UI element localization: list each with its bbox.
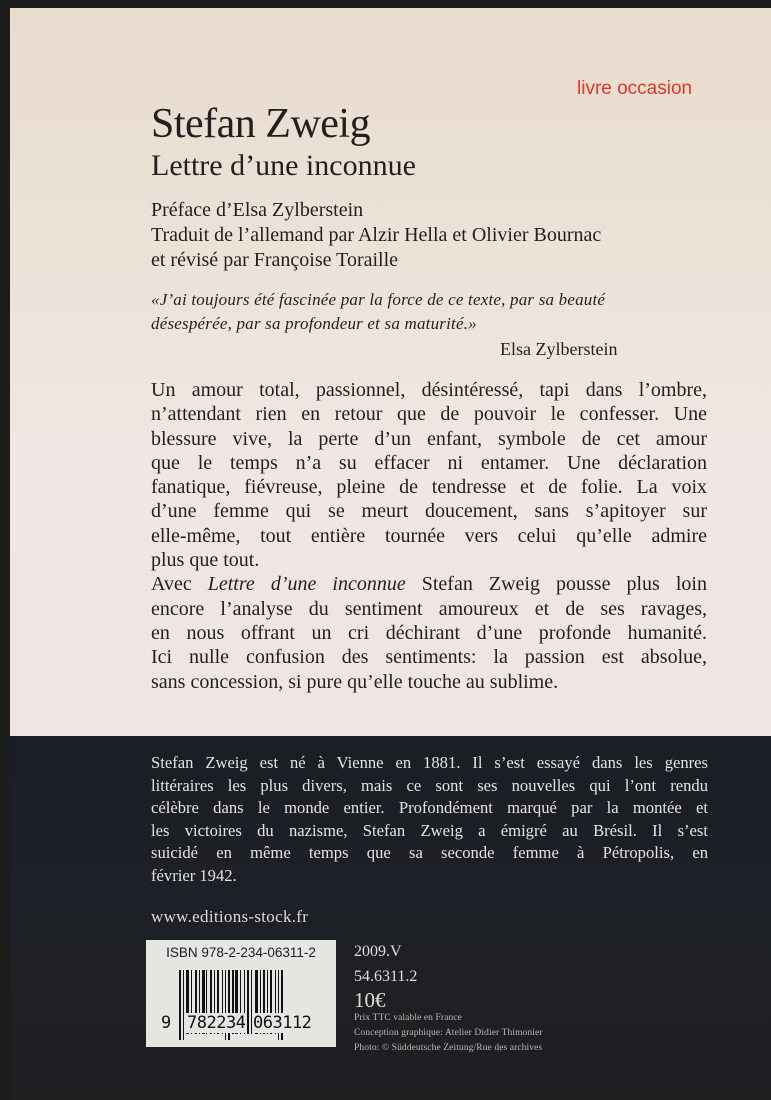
preface-credit: Préface d’Elsa Zylberstein — [151, 199, 364, 221]
blurb-text: Stefan Zweig pousse plus loin — [405, 573, 707, 596]
blurb-title-italic: Lettre d’une inconnue — [207, 573, 406, 596]
blurb-line: encore l’analyse du sentiment amoureux et de ses ravages, — [151, 597, 707, 620]
photo-credit: Photo: © Süddeutsche Zeitung/Rue des archives — [354, 1043, 543, 1053]
bio-line: les victoires du nazisme, Stefan Zweig a émigré au Brésil. Il s’est — [151, 820, 708, 840]
price: 10€ — [354, 988, 386, 1012]
bio-line: février 1942. — [151, 865, 237, 885]
publisher-website: www.editions-stock.fr — [151, 907, 309, 926]
blurb — [151, 378, 707, 694]
blurb-line: n’attendant rien en retour que de pouvoir le confesser. Une — [151, 403, 707, 426]
credits — [151, 198, 601, 273]
quote-line: désespérée, par sa profondeur et sa maturité.» — [151, 314, 477, 333]
quote-attribution: Elsa Zylberstein — [500, 339, 618, 359]
quote — [151, 288, 723, 336]
blurb-line: d’une femme qui se meurt doucement, sans s’apitoyer sur — [151, 500, 707, 523]
translator-credit: Traduit de l’allemand par Alzir Hella et Olivier Bournac — [151, 224, 602, 246]
ean-left-group: 782234 — [187, 1013, 246, 1033]
quote-line: «J’ai toujours été fascinée par la force de ce texte, par sa beauté — [151, 290, 606, 309]
blurb-line: que le temps n’a su effacer ni entamer. Une déclaration — [151, 451, 707, 474]
blurb-line: fanatique, fiévreuse, pleine de tendresse et de folie. La voix — [151, 476, 707, 499]
bio-line: littéraires les plus divers, mais ce sont ses nouvelles qui l’ont rendu — [151, 775, 708, 795]
blurb-line: Ici nulle confusion des sentiments: la passion est absolue, — [151, 646, 707, 669]
bio-line: Stefan Zweig est né à Vienne en 1881. Il s’est essayé dans les genres — [151, 753, 708, 772]
blurb-line: en nous offrant un cri déchirant d’une profonde humanité. — [151, 621, 707, 644]
design-credit: Conception graphique: Atelier Didier Thimonier — [354, 1028, 543, 1038]
blurb-line: sans concession, si pure qu’elle touche au sublime. — [151, 670, 559, 693]
price-note: Prix TTC valable en France — [354, 1013, 462, 1023]
bio-line: suicidé en même temps que sa seconde femme à Pétropolis, en — [151, 843, 708, 862]
author-name: Stefan Zweig — [151, 101, 371, 147]
blurb-line: blessure vive, la perte d’un enfant, symbole de cet amour — [151, 427, 707, 450]
blurb-line — [151, 572, 707, 596]
item-code: 54.6311.2 — [354, 968, 418, 985]
blurb-line: Un amour total, passionnel, désintéressé, tapi dans l’ombre, — [151, 379, 707, 401]
blurb-line: elle-même, tout entière tournée vers celui qu’elle admire — [151, 524, 707, 547]
used-book-label: livre occasion — [577, 78, 693, 99]
author-bio — [151, 752, 708, 887]
blurb-text: Avec — [151, 573, 208, 596]
book-title: Lettre d’une inconnue — [151, 149, 416, 182]
blurb-line: plus que tout. — [151, 549, 260, 572]
bio-line: célèbre dans le monde entier. Profondément marqué par la montée et — [151, 798, 708, 817]
ean-right-group: 063112 — [253, 1013, 312, 1033]
ean-first-digit: 9 — [161, 1013, 172, 1033]
edition-code: 2009.V — [354, 943, 402, 960]
isbn-barcode — [146, 940, 336, 1047]
revision-credit: et révisé par Françoise Toraille — [151, 249, 399, 271]
isbn-label: ISBN 978-2-234-06311-2 — [166, 945, 316, 960]
